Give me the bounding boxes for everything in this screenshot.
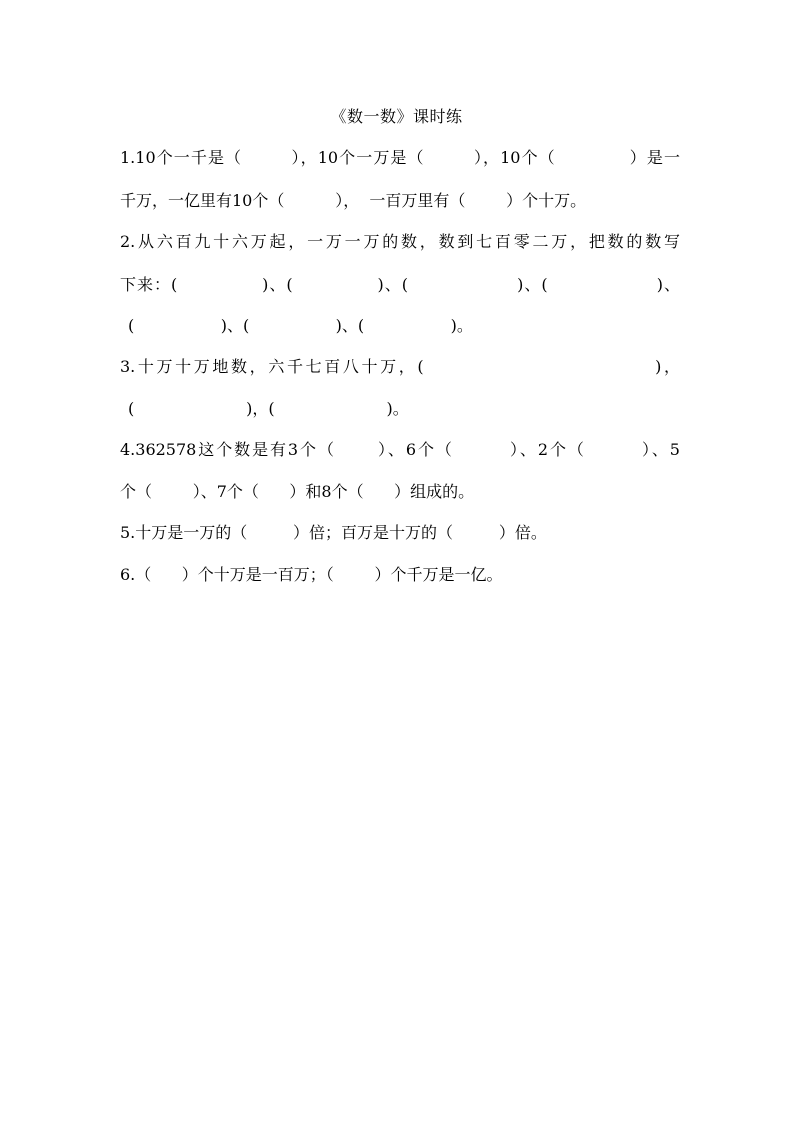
question-4-line-2: 个（ ）、7个（ ）和8个（ ）组成的。 <box>120 482 475 501</box>
question-1-line-1: 1.10个一千是（ ），10个一万是（ ），10个（ ）是一 <box>120 148 680 167</box>
question-2-line-1: 2.从六百九十六万起，一万一万的数，数到七百零二万，把数的数写 <box>120 232 680 251</box>
question-5-line-1: 5.十万是一万的（ ）倍；百万是十万的（ ）倍。 <box>120 523 547 542</box>
question-2-line-2: 下来：( )、( )、( )、( )、 <box>120 275 680 294</box>
question-6-line-1: 6.（ ）个十万是一百万；（ ）个千万是一亿。 <box>120 565 503 584</box>
question-1-line-2: 千万，一亿里有10个（ ）， 一百万里有（ ）个十万。 <box>120 191 587 210</box>
worksheet-title: 《数一数》课时练 <box>330 107 463 126</box>
question-4-line-1: 4.362578这个数是有3个（ ）、6个（ ）、2个（ ）、5 <box>120 440 680 459</box>
question-2-line-3: ( )、( )、( )。 <box>128 316 473 335</box>
question-3-line-2: ( )，( )。 <box>128 399 409 418</box>
question-3-line-1: 3.十万十万地数，六千七百八十万，( )， <box>120 357 680 376</box>
